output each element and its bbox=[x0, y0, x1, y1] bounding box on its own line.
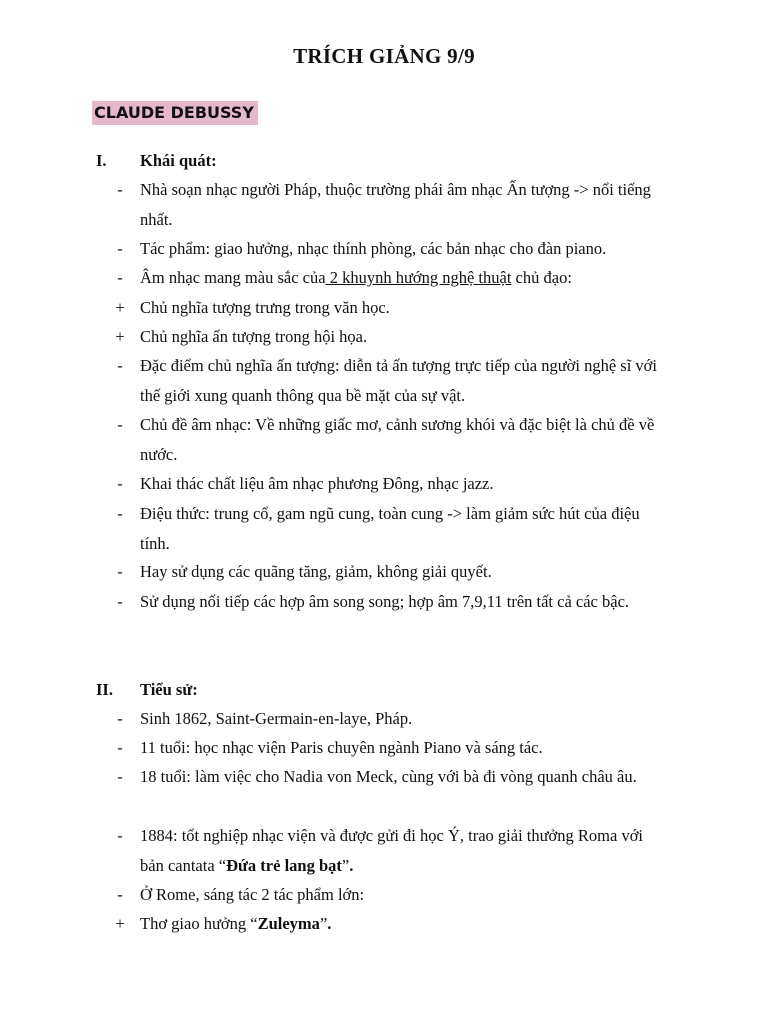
bullet-dash: - bbox=[117, 826, 123, 845]
list-item-text: Chủ nghĩa tượng trưng trong văn học. bbox=[140, 298, 390, 317]
bullet-dash: - bbox=[117, 562, 123, 581]
bullet-dash: - bbox=[117, 592, 123, 611]
list-item-text: Ở Rome, sáng tác 2 tác phẩm lớn: bbox=[140, 885, 365, 904]
section-heading-overview bbox=[0, 146, 768, 175]
bullet-dash: - bbox=[117, 415, 123, 434]
section-title: Khái quát: bbox=[140, 151, 217, 170]
list-item-text bbox=[140, 909, 665, 939]
list-item-text: Đặc điểm chủ nghĩa ấn tượng: diễn tả ấn tượng trực tiếp của người nghệ sĩ với thế giới xung quanh thông qua bề mặt của sự vật. bbox=[140, 356, 657, 405]
list-item-text bbox=[140, 821, 665, 880]
list-item-text: Khai thác chất liệu âm nhạc phương Đông, nhạc jazz. bbox=[140, 474, 494, 493]
list-item-text: Tác phẩm: giao hưởng, nhạc thính phòng, các bản nhạc cho đàn piano. bbox=[140, 239, 607, 258]
text-run: 1884: tốt nghiệp nhạc viện và được gửi đi học Ý, trao giải thưởng Roma với bản cantata “ bbox=[140, 826, 644, 875]
bullet-dash: - bbox=[117, 356, 123, 375]
text-run: Âm nhạc mang màu sắc của bbox=[140, 268, 326, 287]
bullet-plus: + bbox=[115, 914, 125, 933]
bullet-dash: - bbox=[117, 180, 123, 199]
text-run: . bbox=[327, 914, 332, 933]
section-heading-biography bbox=[0, 675, 768, 704]
list-item-text: Nhà soạn nhạc người Pháp, thuộc trường phái âm nhạc Ấn tượng -> nổi tiếng nhất. bbox=[140, 180, 651, 229]
list-item-text: Sử dụng nối tiếp các hợp âm song song; hợp âm 7,9,11 trên tất cả các bậc. bbox=[140, 592, 630, 611]
list-item-text: Chủ đề âm nhạc: Về những giấc mơ, cảnh sương khói và đặc biệt là chủ đề về nước. bbox=[140, 415, 655, 464]
bullet-dash: - bbox=[117, 767, 123, 786]
bullet-dash: - bbox=[117, 474, 123, 493]
bullet-dash: - bbox=[117, 504, 123, 523]
text-run: . bbox=[349, 855, 354, 875]
bullet-dash: - bbox=[117, 239, 123, 258]
bullet-dash: - bbox=[117, 738, 123, 757]
page-title: TRÍCH GIẢNG 9/9 bbox=[293, 44, 475, 68]
section-number: I. bbox=[96, 151, 107, 170]
text-run: ” bbox=[319, 914, 328, 933]
subject-highlight: CLAUDE DEBUSSY bbox=[92, 101, 258, 125]
bullet-dash: - bbox=[117, 885, 123, 904]
list-item-text: Chủ nghĩa ấn tượng trong hội họa. bbox=[140, 327, 368, 346]
list-item-text: Hay sử dụng các quãng tăng, giảm, không giải quyết. bbox=[140, 562, 492, 581]
bullet-plus: + bbox=[115, 298, 125, 317]
bullet-dash: - bbox=[117, 268, 123, 287]
section-title: Tiểu sử: bbox=[140, 680, 198, 699]
underlined-text: 2 khuynh hướng nghệ thuật bbox=[325, 268, 512, 287]
list-item-text: Sinh 1862, Saint-Germain-en-laye, Pháp. bbox=[140, 709, 413, 728]
list-item-text: 18 tuổi: làm việc cho Nadia von Meck, cùng với bà đi vòng quanh châu âu. bbox=[140, 767, 637, 786]
text-run: chủ đạo: bbox=[511, 268, 572, 287]
bullet-dash: - bbox=[117, 709, 123, 728]
text-run: ” bbox=[341, 855, 350, 875]
work-title: Đứa trẻ lang bạt bbox=[226, 855, 342, 875]
text-run: Thơ giao hưởng “ bbox=[140, 914, 258, 933]
section-number: II. bbox=[96, 680, 113, 699]
bullet-plus: + bbox=[115, 327, 125, 346]
work-title: Zuleyma bbox=[257, 914, 320, 933]
list-item-text bbox=[140, 263, 665, 293]
list-item-text: Điệu thức: trung cổ, gam ngũ cung, toàn cung -> làm giảm sức hút của điệu tính. bbox=[140, 504, 640, 553]
list-item-text: 11 tuổi: học nhạc viện Paris chuyên ngành Piano và sáng tác. bbox=[140, 738, 543, 757]
